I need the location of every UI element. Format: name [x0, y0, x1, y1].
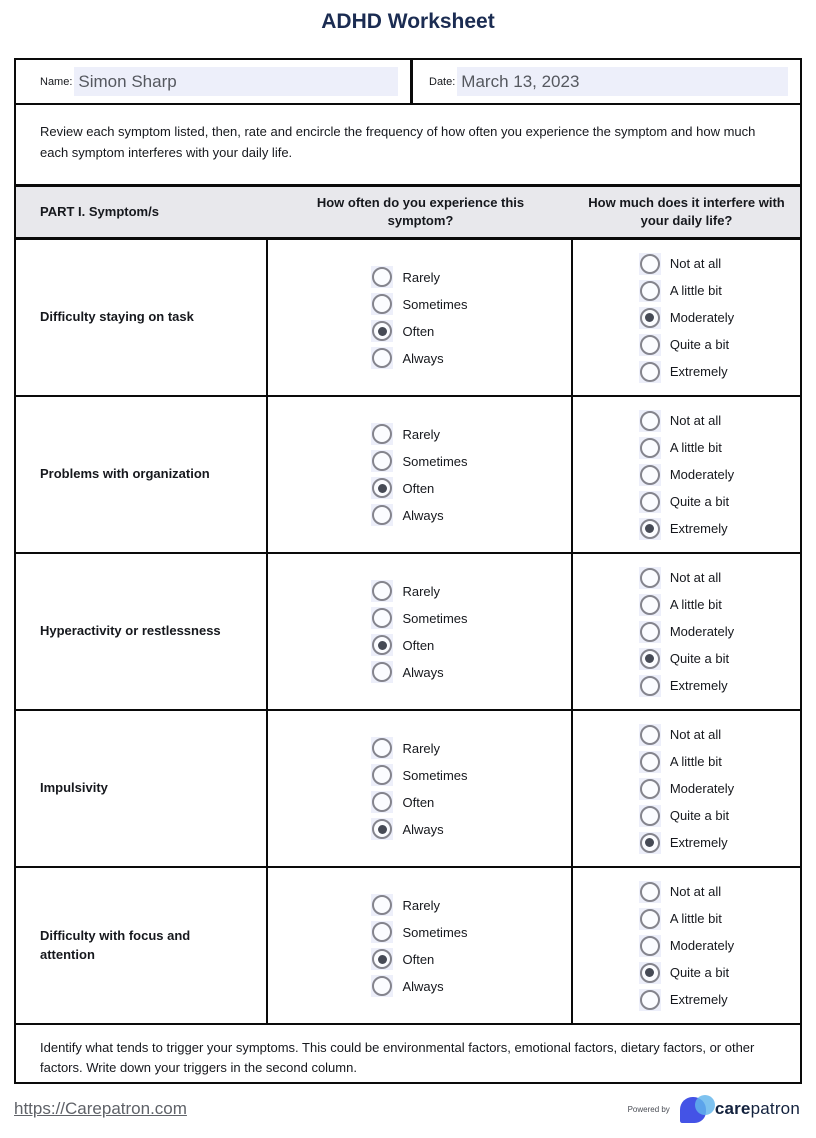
radio-unselected-icon [639, 361, 661, 383]
radio-option-label: Not at all [669, 413, 722, 428]
frequency-option-sometimes[interactable] [371, 450, 467, 472]
radio-option-label: Quite a bit [669, 337, 730, 352]
radio-unselected-icon [371, 266, 393, 288]
frequency-option-always[interactable] [371, 347, 467, 369]
interference-cell [573, 397, 800, 552]
radio-option-label: Extremely [669, 992, 728, 1007]
interference-cell [573, 711, 800, 866]
radio-unselected-icon [371, 894, 393, 916]
interference-option-not-at-all[interactable] [639, 567, 734, 589]
interference-option-quite-a-bit[interactable] [639, 962, 734, 984]
interference-radio-group [639, 564, 734, 699]
radio-unselected-icon [371, 791, 393, 813]
frequency-option-often[interactable] [371, 477, 467, 499]
radio-selected-icon [371, 320, 393, 342]
interference-option-a-little-bit[interactable] [639, 594, 734, 616]
interference-cell [573, 554, 800, 709]
radio-option-label: Not at all [669, 727, 722, 742]
radio-option-label: Sometimes [402, 610, 468, 626]
radio-option-label: A little bit [669, 754, 722, 769]
radio-option-label: Always [402, 664, 444, 680]
radio-selected-icon [639, 832, 661, 854]
interference-option-not-at-all[interactable] [639, 724, 734, 746]
radio-option-label: Moderately [669, 467, 735, 482]
table-row-difficulty-with-focus-and-attention [16, 868, 800, 1025]
symptom-label: Problems with organization [40, 466, 210, 482]
radio-unselected-icon [639, 908, 661, 930]
radio-unselected-icon [639, 881, 661, 903]
radio-option-label: Moderately [669, 310, 735, 325]
interference-option-a-little-bit[interactable] [639, 751, 734, 773]
frequency-option-often[interactable] [371, 634, 467, 656]
symptom-label: Difficulty with focus and attention [40, 927, 191, 962]
radio-option-label: Rarely [402, 583, 441, 599]
radio-selected-icon [371, 818, 393, 840]
name-input[interactable]: Simon Sharp [74, 67, 398, 96]
radio-unselected-icon [371, 450, 393, 472]
interference-option-quite-a-bit[interactable] [639, 491, 734, 513]
interference-option-extremely[interactable] [639, 518, 734, 540]
radio-option-label: Moderately [669, 781, 735, 796]
radio-option-label: Always [402, 350, 444, 366]
symptom-label: Hyperactivity or restlessness [40, 623, 221, 639]
frequency-cell [268, 868, 573, 1023]
symptom-cell [16, 554, 268, 709]
interference-option-a-little-bit[interactable] [639, 437, 734, 459]
radio-option-label: Extremely [669, 521, 728, 536]
radio-unselected-icon [639, 724, 661, 746]
radio-option-label: Always [402, 978, 444, 994]
interference-option-moderately[interactable] [639, 778, 734, 800]
radio-unselected-icon [639, 253, 661, 275]
table-row-problems-with-organization [16, 397, 800, 554]
radio-option-label: A little bit [669, 440, 722, 455]
radio-option-label: A little bit [669, 283, 722, 298]
radio-option-label: Quite a bit [669, 965, 730, 980]
interference-option-quite-a-bit[interactable] [639, 805, 734, 827]
interference-option-moderately[interactable] [639, 307, 734, 329]
radio-unselected-icon [371, 423, 393, 445]
frequency-option-sometimes[interactable] [371, 921, 467, 943]
interference-option-not-at-all[interactable] [639, 410, 734, 432]
column-header-symptom: PART I. Symptom/s [40, 204, 159, 220]
symptom-cell [16, 711, 268, 866]
interference-option-a-little-bit[interactable] [639, 280, 734, 302]
radio-unselected-icon [639, 437, 661, 459]
radio-option-label: Extremely [669, 678, 728, 693]
interference-option-not-at-all[interactable] [639, 253, 734, 275]
symptom-cell [16, 240, 268, 395]
radio-option-label: Moderately [669, 624, 735, 639]
radio-unselected-icon [639, 464, 661, 486]
radio-option-label: Rarely [402, 740, 441, 756]
radio-option-label: Sometimes [402, 767, 468, 783]
frequency-option-often[interactable] [371, 791, 467, 813]
interference-option-extremely[interactable] [639, 832, 734, 854]
frequency-option-rarely[interactable] [371, 894, 467, 916]
trigger-instructions: Identify what tends to trigger your symptoms. This could be environmental factors, emotional factors, dietary factors, or other factors. Write down your triggers in the second column. [40, 1040, 755, 1076]
table-row-impulsivity [16, 711, 800, 868]
interference-option-extremely[interactable] [639, 989, 734, 1011]
radio-unselected-icon [371, 764, 393, 786]
radio-option-label: Sometimes [402, 296, 468, 312]
column-header-interference: How much does it interfere with your daily life? [588, 195, 785, 228]
interference-radio-group [639, 407, 734, 542]
radio-selected-icon [639, 962, 661, 984]
radio-unselected-icon [371, 661, 393, 683]
radio-option-label: Rarely [402, 269, 441, 285]
radio-unselected-icon [371, 580, 393, 602]
radio-option-label: Rarely [402, 897, 441, 913]
symptom-label: Difficulty staying on task [40, 309, 194, 325]
interference-option-not-at-all[interactable] [639, 881, 734, 903]
frequency-cell [268, 554, 573, 709]
frequency-cell [268, 397, 573, 552]
radio-selected-icon [639, 648, 661, 670]
brand-wordmark [715, 1099, 800, 1119]
frequency-radio-group [371, 892, 467, 1000]
frequency-option-always[interactable] [371, 975, 467, 997]
frequency-option-always[interactable] [371, 504, 467, 526]
radio-unselected-icon [639, 751, 661, 773]
radio-option-label: Extremely [669, 364, 728, 379]
frequency-option-sometimes[interactable] [371, 607, 467, 629]
frequency-radio-group [371, 578, 467, 686]
interference-cell [573, 868, 800, 1023]
frequency-option-rarely[interactable] [371, 737, 467, 759]
radio-unselected-icon [371, 347, 393, 369]
frequency-option-rarely[interactable] [371, 266, 467, 288]
interference-radio-group [639, 878, 734, 1013]
radio-option-label: Sometimes [402, 924, 468, 940]
radio-option-label: Rarely [402, 426, 441, 442]
radio-option-label: Quite a bit [669, 494, 730, 509]
radio-option-label: Quite a bit [669, 651, 730, 666]
radio-option-label: Often [402, 323, 435, 339]
radio-unselected-icon [639, 410, 661, 432]
radio-unselected-icon [639, 989, 661, 1011]
table-row-difficulty-staying-on-task [16, 240, 800, 397]
radio-option-label: Sometimes [402, 453, 468, 469]
interference-cell [573, 240, 800, 395]
radio-option-label: A little bit [669, 911, 722, 926]
radio-option-label: Not at all [669, 570, 722, 585]
table-header-row [16, 187, 800, 240]
radio-option-label: Not at all [669, 256, 722, 271]
frequency-option-often[interactable] [371, 320, 467, 342]
radio-option-label: Extremely [669, 835, 728, 850]
radio-unselected-icon [639, 778, 661, 800]
frequency-cell [268, 240, 573, 395]
radio-option-label: Not at all [669, 884, 722, 899]
instructions-text: Review each symptom listed, then, rate and encircle the frequency of how often you experience the symptom and how much each symptom interferes with your daily life. [16, 105, 800, 187]
table-row-hyperactivity-or-restlessness [16, 554, 800, 711]
radio-option-label: Moderately [669, 938, 735, 953]
radio-option-label: Quite a bit [669, 808, 730, 823]
radio-unselected-icon [639, 621, 661, 643]
symptom-label: Impulsivity [40, 780, 108, 796]
interference-option-moderately[interactable] [639, 464, 734, 486]
name-label: Name: [40, 75, 73, 88]
column-header-frequency: How often do you experience this symptom? [316, 195, 525, 228]
interference-radio-group [639, 250, 734, 385]
page-title: ADHD Worksheet [321, 10, 495, 33]
radio-selected-icon [639, 307, 661, 329]
brand-care-text: care [714, 1099, 751, 1118]
radio-unselected-icon [639, 935, 661, 957]
powered-by-label: Powered by [627, 1104, 670, 1114]
radio-option-label: Often [402, 794, 435, 810]
page-footer [0, 1088, 816, 1138]
radio-unselected-icon [639, 675, 661, 697]
frequency-radio-group [371, 735, 467, 843]
radio-unselected-icon [371, 921, 393, 943]
carepatron-logo-icon [680, 1095, 715, 1124]
radio-unselected-icon [639, 805, 661, 827]
logo-bubble-shape [695, 1095, 715, 1115]
radio-unselected-icon [371, 293, 393, 315]
name-date-row [16, 60, 800, 105]
name-field [16, 60, 413, 103]
radio-option-label: Often [402, 480, 435, 496]
frequency-radio-group [371, 421, 467, 529]
carepatron-link[interactable]: https://Carepatron.com [14, 1099, 187, 1118]
interference-option-quite-a-bit[interactable] [639, 334, 734, 356]
symptom-cell [16, 868, 268, 1023]
frequency-radio-group [371, 264, 467, 372]
radio-unselected-icon [639, 334, 661, 356]
frequency-option-always[interactable] [371, 661, 467, 683]
radio-unselected-icon [371, 504, 393, 526]
radio-unselected-icon [371, 607, 393, 629]
interference-radio-group [639, 721, 734, 856]
radio-selected-icon [371, 634, 393, 656]
frequency-option-often[interactable] [371, 948, 467, 970]
frequency-option-sometimes[interactable] [371, 293, 467, 315]
radio-unselected-icon [371, 737, 393, 759]
symptom-rows [16, 240, 800, 1025]
interference-option-a-little-bit[interactable] [639, 908, 734, 930]
frequency-option-rarely[interactable] [371, 580, 467, 602]
date-field [413, 60, 800, 103]
worksheet-form [14, 58, 802, 1084]
symptom-cell [16, 397, 268, 552]
radio-selected-icon [371, 477, 393, 499]
brand-patron-text: patron [750, 1099, 800, 1118]
interference-option-quite-a-bit[interactable] [639, 648, 734, 670]
radio-unselected-icon [639, 280, 661, 302]
radio-option-label: Often [402, 951, 435, 967]
frequency-cell [268, 711, 573, 866]
radio-selected-icon [371, 948, 393, 970]
radio-option-label: A little bit [669, 597, 722, 612]
radio-option-label: Always [402, 507, 444, 523]
frequency-option-sometimes[interactable] [371, 764, 467, 786]
radio-unselected-icon [639, 491, 661, 513]
radio-option-label: Often [402, 637, 435, 653]
radio-unselected-icon [371, 975, 393, 997]
radio-unselected-icon [639, 567, 661, 589]
interference-option-extremely[interactable] [639, 675, 734, 697]
interference-option-moderately[interactable] [639, 621, 734, 643]
frequency-option-rarely[interactable] [371, 423, 467, 445]
date-label: Date: [429, 75, 456, 88]
date-input[interactable]: March 13, 2023 [457, 67, 788, 96]
carepatron-brand [628, 1095, 800, 1124]
interference-option-extremely[interactable] [639, 361, 734, 383]
radio-unselected-icon [639, 594, 661, 616]
interference-option-moderately[interactable] [639, 935, 734, 957]
radio-selected-icon [639, 518, 661, 540]
frequency-option-always[interactable] [371, 818, 467, 840]
radio-option-label: Always [402, 821, 444, 837]
